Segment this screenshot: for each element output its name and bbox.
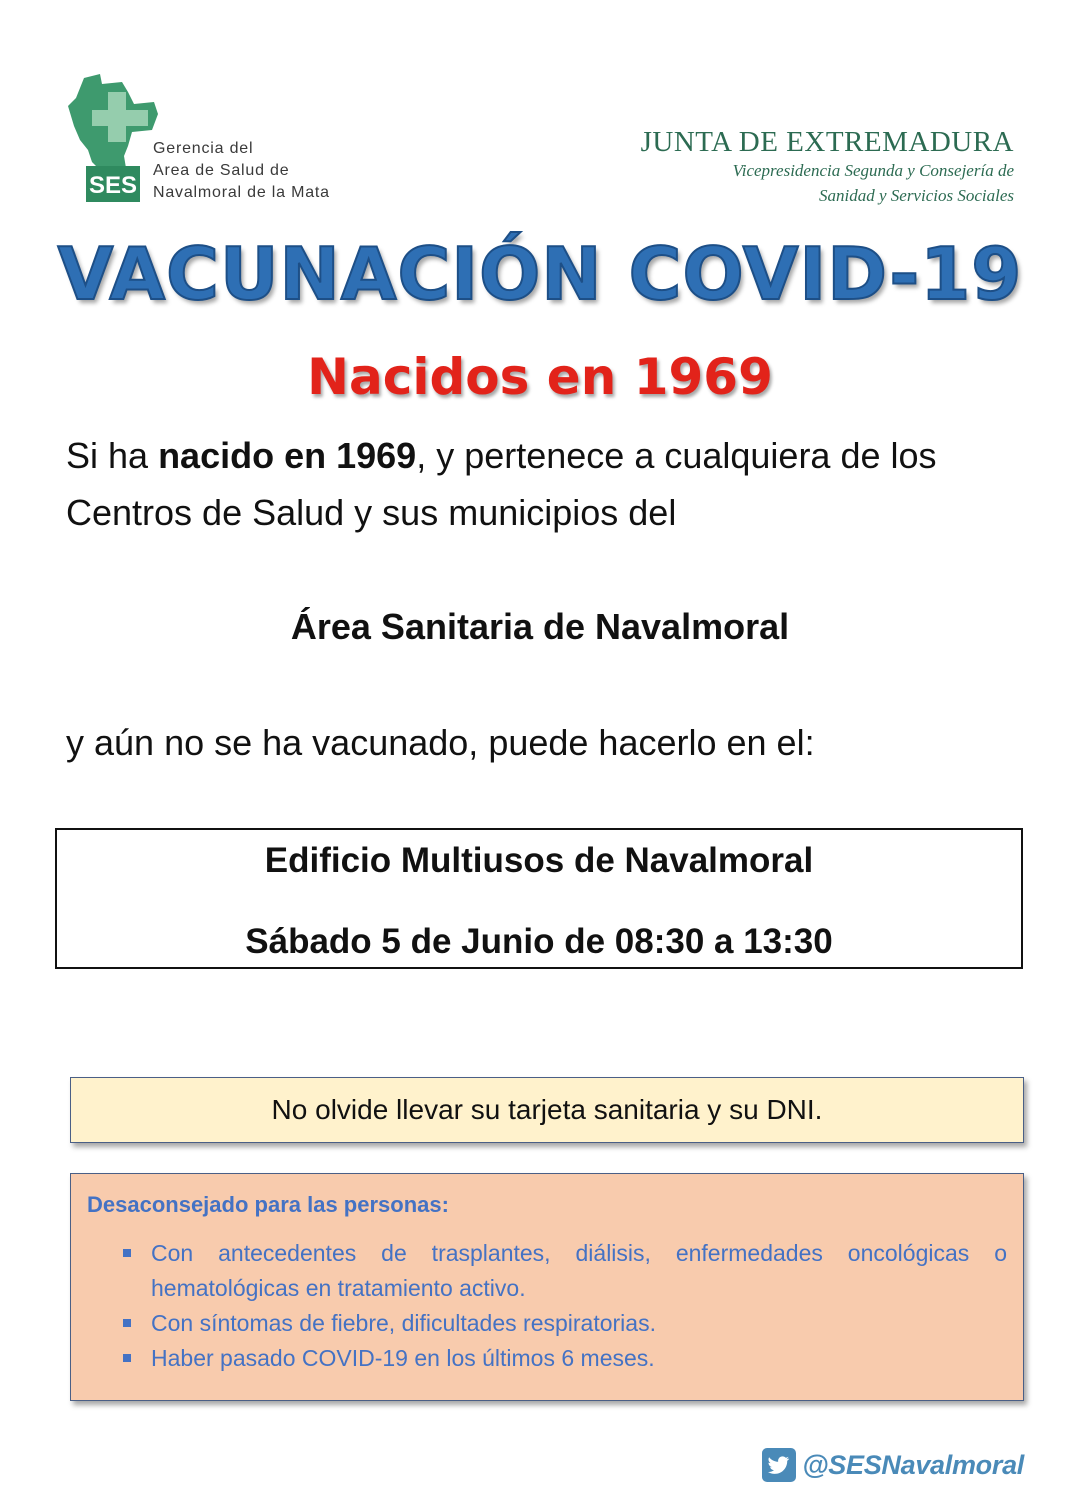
- intro-bold: nacido en 1969: [158, 435, 417, 476]
- ses-line: Navalmoral de la Mata: [153, 184, 330, 201]
- page-subtitle: Nacidos en 1969: [307, 348, 773, 406]
- twitter-handle[interactable]: @SESNavalmoral: [802, 1449, 1024, 1480]
- venue-box: [55, 828, 1023, 969]
- warning-item-text: Con síntomas de fiebre, dificultades respiratorias.: [151, 1310, 656, 1336]
- twitter-icon: [762, 1448, 796, 1482]
- ses-logo: [62, 70, 162, 208]
- warning-title: Desaconsejado para las personas:: [87, 1192, 449, 1217]
- intro-prefix: Si ha: [66, 435, 159, 476]
- list-item: [87, 1341, 1007, 1376]
- ses-line: Gerencia del: [153, 140, 254, 157]
- bullet-icon: [123, 1354, 131, 1362]
- bullet-icon: [123, 1249, 131, 1257]
- list-item: [87, 1236, 1007, 1306]
- ses-line: Area de Salud de: [153, 162, 290, 179]
- warning-list: [87, 1236, 1007, 1376]
- intro-paragraph: [66, 427, 1026, 541]
- list-item: [87, 1306, 1007, 1341]
- ses-logo-text: SES: [88, 172, 138, 199]
- junta-subtitle: [641, 158, 1014, 208]
- junta-title: JUNTA DE EXTREMADURA: [640, 126, 1014, 158]
- venue-name: Edificio Multiusos de Navalmoral: [264, 841, 814, 880]
- intro-suffix: , y pertenece a cualquiera de los Centros de Salud y sus municipios del: [66, 435, 937, 533]
- area-title: Área Sanitaria de Navalmoral: [290, 606, 790, 647]
- warning-box: [70, 1173, 1024, 1401]
- warning-item-text: Con antecedentes de trasplantes, diálisis, enfermedades oncológicas o hematológicas en tratamiento activo.: [151, 1240, 1007, 1301]
- bullet-icon: [123, 1319, 131, 1327]
- venue-date: Sábado 5 de Junio de 08:30 a 13:30: [245, 922, 833, 961]
- page-title: VACUNACIÓN COVID-19: [57, 232, 1023, 316]
- location-intro: y aún no se ha vacunado, puede hacerlo en el:: [66, 722, 815, 763]
- junta-line: Vicepresidencia Segunda y Consejería de: [732, 161, 1014, 180]
- ses-org-name: [153, 138, 330, 204]
- junta-line: Sanidad y Servicios Sociales: [819, 186, 1014, 205]
- reminder-box: No olvide llevar su tarjeta sanitaria y su DNI.: [70, 1077, 1024, 1143]
- junta-logo: [641, 126, 1014, 208]
- warning-item-text: Haber pasado COVID-19 en los últimos 6 meses.: [151, 1345, 655, 1371]
- twitter-link[interactable]: [762, 1448, 1024, 1482]
